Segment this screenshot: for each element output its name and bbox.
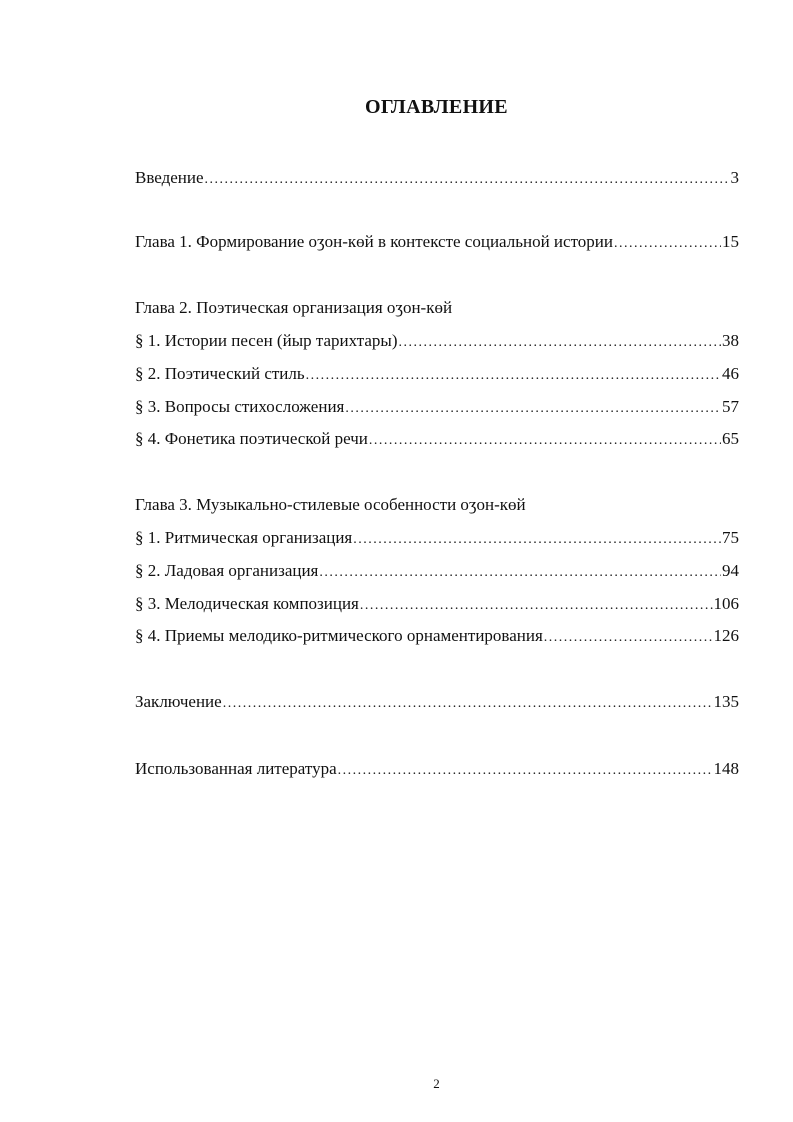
toc-leader-dots (319, 562, 721, 584)
toc-entry-chapter-2-section-3 (135, 396, 739, 418)
page-title: ОГЛАВЛЕНИЕ (365, 96, 508, 118)
page-number: 2 (433, 1076, 440, 1091)
toc-entry-label: § 1. Ритмическая организация (135, 528, 353, 547)
toc-entry-chapter-3-section-4 (135, 625, 739, 647)
toc-entry-label: Глава 1. Формирование оӡон-көй в контексте социальной истории (135, 232, 613, 251)
toc-entry-page: 57 (722, 397, 739, 416)
toc-entry-label: § 2. Поэтический стиль (135, 364, 305, 383)
toc-entry-page: 126 (713, 626, 739, 645)
toc-entry-page: 65 (722, 429, 739, 448)
toc-entry-chapter-3-section-2 (135, 560, 739, 582)
toc-leader-dots (360, 595, 713, 617)
toc-entry-label: Использованная литература (135, 759, 337, 778)
toc-entry-label: § 1. Истории песен (йыр тарихтары) (135, 331, 398, 350)
toc-entry-chapter-2-section-2 (135, 363, 739, 385)
toc-entry-page: 148 (713, 759, 739, 778)
toc-leader-dots (399, 332, 722, 354)
toc-entry-page: 38 (722, 331, 739, 350)
toc-entry-page: 106 (713, 594, 739, 613)
toc-leader-dots (205, 169, 730, 191)
toc-leader-dots (614, 233, 721, 255)
toc-chapter-3-heading: Глава 3. Музыкально-стилевые особенности оӡон-көй (135, 495, 526, 514)
toc-entry-conclusion (135, 691, 739, 713)
toc-entry-chapter-3-section-3 (135, 593, 739, 615)
toc-entry-label: § 3. Мелодическая композиция (135, 594, 359, 613)
toc-entry-chapter-2-section-4 (135, 428, 739, 450)
toc-entry-label: § 4. Фонетика поэтической речи (135, 429, 368, 448)
toc-entry-page: 3 (730, 168, 739, 187)
toc-entry-chapter-2-section-1 (135, 330, 739, 352)
toc-leader-dots (345, 398, 721, 420)
toc-leader-dots (223, 693, 713, 715)
toc-entry-introduction (135, 167, 739, 189)
toc-leader-dots (353, 529, 721, 551)
toc-entry-label: § 3. Вопросы стихосложения (135, 397, 345, 416)
toc-entry-chapter-3-section-1 (135, 527, 739, 549)
toc-entry-label: § 2. Ладовая организация (135, 561, 319, 580)
toc-entry-page: 94 (722, 561, 739, 580)
toc-entry-page: 135 (713, 692, 739, 711)
toc-entry-page: 15 (722, 232, 739, 251)
toc-leader-dots (369, 430, 721, 452)
toc-chapter-2-heading: Глава 2. Поэтическая организация оӡон-көй (135, 298, 453, 317)
toc-entry-label: Заключение (135, 692, 222, 711)
toc-entry-bibliography (135, 758, 739, 780)
toc-entry-label: Введение (135, 168, 204, 187)
toc-leader-dots (306, 365, 721, 387)
toc-entry-label: § 4. Приемы мелодико-ритмического орнаментирования (135, 626, 543, 645)
toc-leader-dots (544, 627, 713, 649)
toc-entry-chapter-1 (135, 231, 739, 253)
toc-leader-dots (338, 760, 713, 782)
toc-entry-page: 46 (722, 364, 739, 383)
toc-entry-page: 75 (722, 528, 739, 547)
